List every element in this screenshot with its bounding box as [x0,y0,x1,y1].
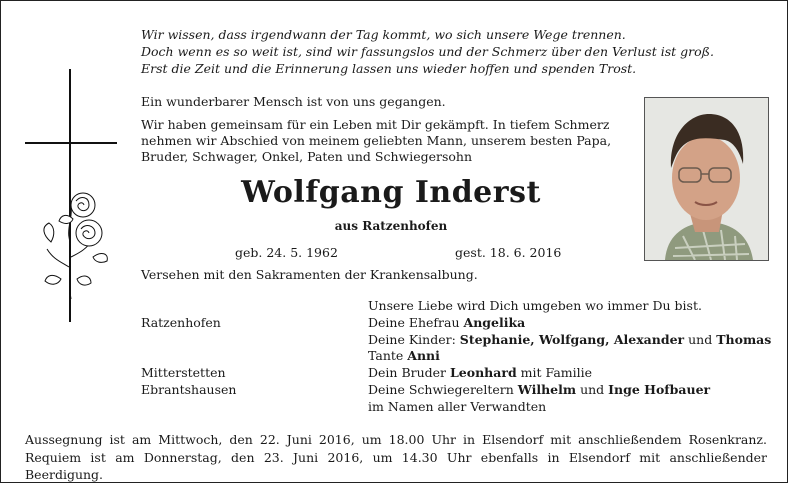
service-announcement [25,431,767,484]
cross-icon [21,67,121,327]
poem [141,26,714,77]
footer-line: Aussegnung ist am Mittwoch, den 22. Juni 2016, um 18.00 Uhr in Elsendorf mit anschließendem Rosenkranz. [25,432,767,447]
mourner-entry: im Namen aller Verwandten [368,398,547,414]
sacraments-line: Versehen mit den Sakramenten der Krankensalbung. [141,267,478,282]
mourner-entry: Dein Bruder Leonhard mit Familie [368,365,593,381]
portrait-photo [644,97,769,261]
death-date: gest. 18. 6. 2016 [455,245,562,260]
footer-line: Requiem ist am Donnerstag, den 23. Juni 2016, um 14.30 Uhr ebenfalls in Elsendorf mit anschließender Beerdigung. [25,449,767,482]
poem-line: Doch wenn es so weit ist, sind wir fassungslos und der Schmerz über den Verlust ist groß. [141,44,714,59]
place-name: Ratzenhofen [141,314,221,330]
roses-icon [44,193,107,299]
farewell-paragraph [141,117,631,165]
birth-date: geb. 24. 5. 1962 [235,245,338,260]
mourner-entry: Deine Schwiegereltern Wilhelm und Inge Hofbauer [368,381,711,397]
cross-with-roses [21,67,121,327]
paragraph-line: Bruder, Schwager, Onkel, Paten und Schwiegersohn [141,149,473,164]
place-name: Ebrantshausen [141,381,237,397]
mourner-entry: Tante Anni [368,348,440,364]
mourner-entry: Deine Ehefrau Angelika [368,314,526,330]
place-name: Mitterstetten [141,365,226,381]
paragraph-line: Wir haben gemeinsam für ein Leben mit Dir gekämpft. In tiefem Schmerz [141,117,610,132]
poem-line: Erst die Zeit und die Erinnerung lassen uns wieder hoffen und spenden Trost. [141,61,637,76]
deceased-name: Wolfgang Inderst [241,175,541,210]
motto: Unsere Liebe wird Dich umgeben wo immer Du bist. [368,298,702,313]
paragraph-line: nehmen wir Abschied von meinem geliebten Mann, unserem besten Papa, [141,133,612,148]
deceased-origin: aus Ratzenhofen [334,219,448,233]
intro-line: Ein wunderbarer Mensch ist von uns gegangen. [141,94,446,109]
poem-line: Wir wissen, dass irgendwann der Tag kommt, wo sich unsere Wege trennen. [141,27,626,42]
mourner-entry: Deine Kinder: Stephanie, Wolfgang, Alexander und Thomas [368,331,772,347]
